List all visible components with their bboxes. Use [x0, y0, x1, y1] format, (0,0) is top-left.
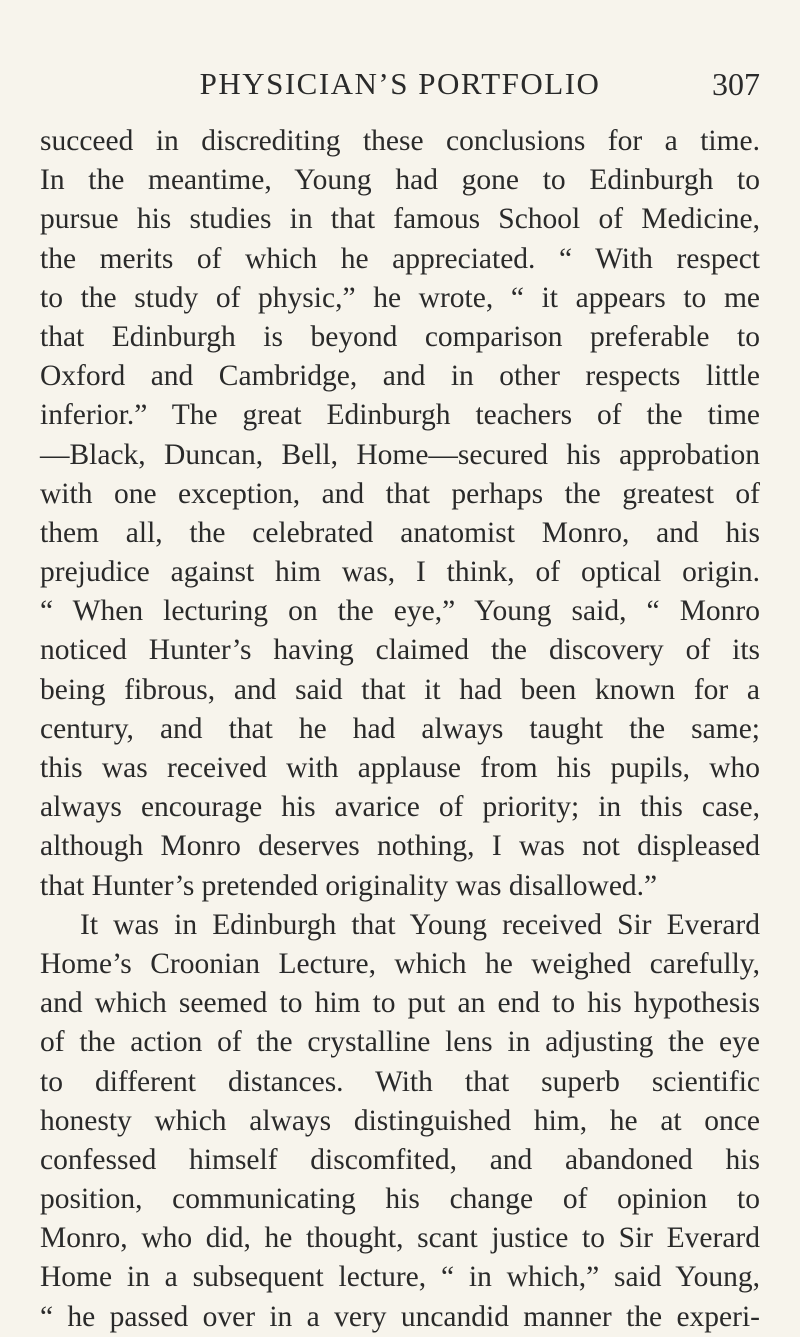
text-line: them all, the celebrated anatomist Monro, and his — [40, 516, 760, 549]
text-line: inferior.” The great Edinburgh teachers of the time — [40, 399, 760, 432]
text-line: always encourage his avarice of priority; in this case, — [40, 791, 760, 824]
text-line: and which seemed to him to put an end to his hypothesis — [40, 987, 760, 1020]
running-title: PHYSICIAN’S PORTFOLIO — [199, 66, 601, 101]
text-line: Home in a subsequent lecture, “ in which,” said Young, — [40, 1261, 760, 1294]
text-line: of the action of the crystalline lens in adjusting the eye — [40, 1026, 760, 1059]
body-text — [40, 122, 760, 1337]
text-line: to different distances. With that superb scientific — [40, 1065, 760, 1098]
text-line: In the meantime, Young had gone to Edinburgh to — [40, 164, 760, 197]
text-line: pursue his studies in that famous School of Medicine, — [40, 203, 760, 236]
text-line: succeed in discrediting these conclusions for a time. — [40, 125, 760, 157]
text-line: —Black, Duncan, Bell, Home—secured his approbation — [40, 438, 760, 471]
page-number: 307 — [712, 66, 760, 102]
text-line: being fibrous, and said that it had been known for a — [40, 673, 760, 706]
text-line: the merits of which he appreciated. “ With respect — [40, 242, 760, 275]
text-line: honesty which always distinguished him, he at once — [40, 1104, 760, 1137]
text-line: to the study of physic,” he wrote, “ it appears to me — [40, 281, 760, 314]
text-line: confessed himself discomfited, and abandoned his — [40, 1143, 760, 1176]
running-head — [40, 62, 760, 106]
text-line: although Monro deserves nothing, I was not displeased — [40, 830, 760, 863]
paragraph-start-line: It was in Edinburgh that Young received Sir Everard — [80, 908, 760, 941]
text-line: “ he passed over in a very uncandid manner the experi- — [40, 1300, 760, 1333]
text-line: Oxford and Cambridge, and in other respects little — [40, 360, 760, 393]
text-line: that Edinburgh is beyond comparison preferable to — [40, 320, 760, 353]
text-line: “ When lecturing on the eye,” Young said, “ Monro — [40, 595, 760, 628]
text-line: this was received with applause from his pupils, who — [40, 752, 760, 784]
text-line: Monro, who did, he thought, scant justice to Sir Everard — [40, 1222, 760, 1255]
text-line: noticed Hunter’s having claimed the discovery of its — [40, 634, 760, 667]
text-line: Home’s Croonian Lecture, which he weighed carefully, — [40, 947, 760, 980]
text-line: century, and that he had always taught the same; — [40, 712, 760, 745]
paragraph-end-line: that Hunter’s pretended originality was disallowed.” — [40, 869, 658, 902]
text-line: with one exception, and that perhaps the greatest of — [40, 477, 760, 510]
text-line: position, communicating his change of opinion to — [40, 1183, 760, 1216]
text-line: prejudice against him was, I think, of optical origin. — [40, 556, 760, 589]
